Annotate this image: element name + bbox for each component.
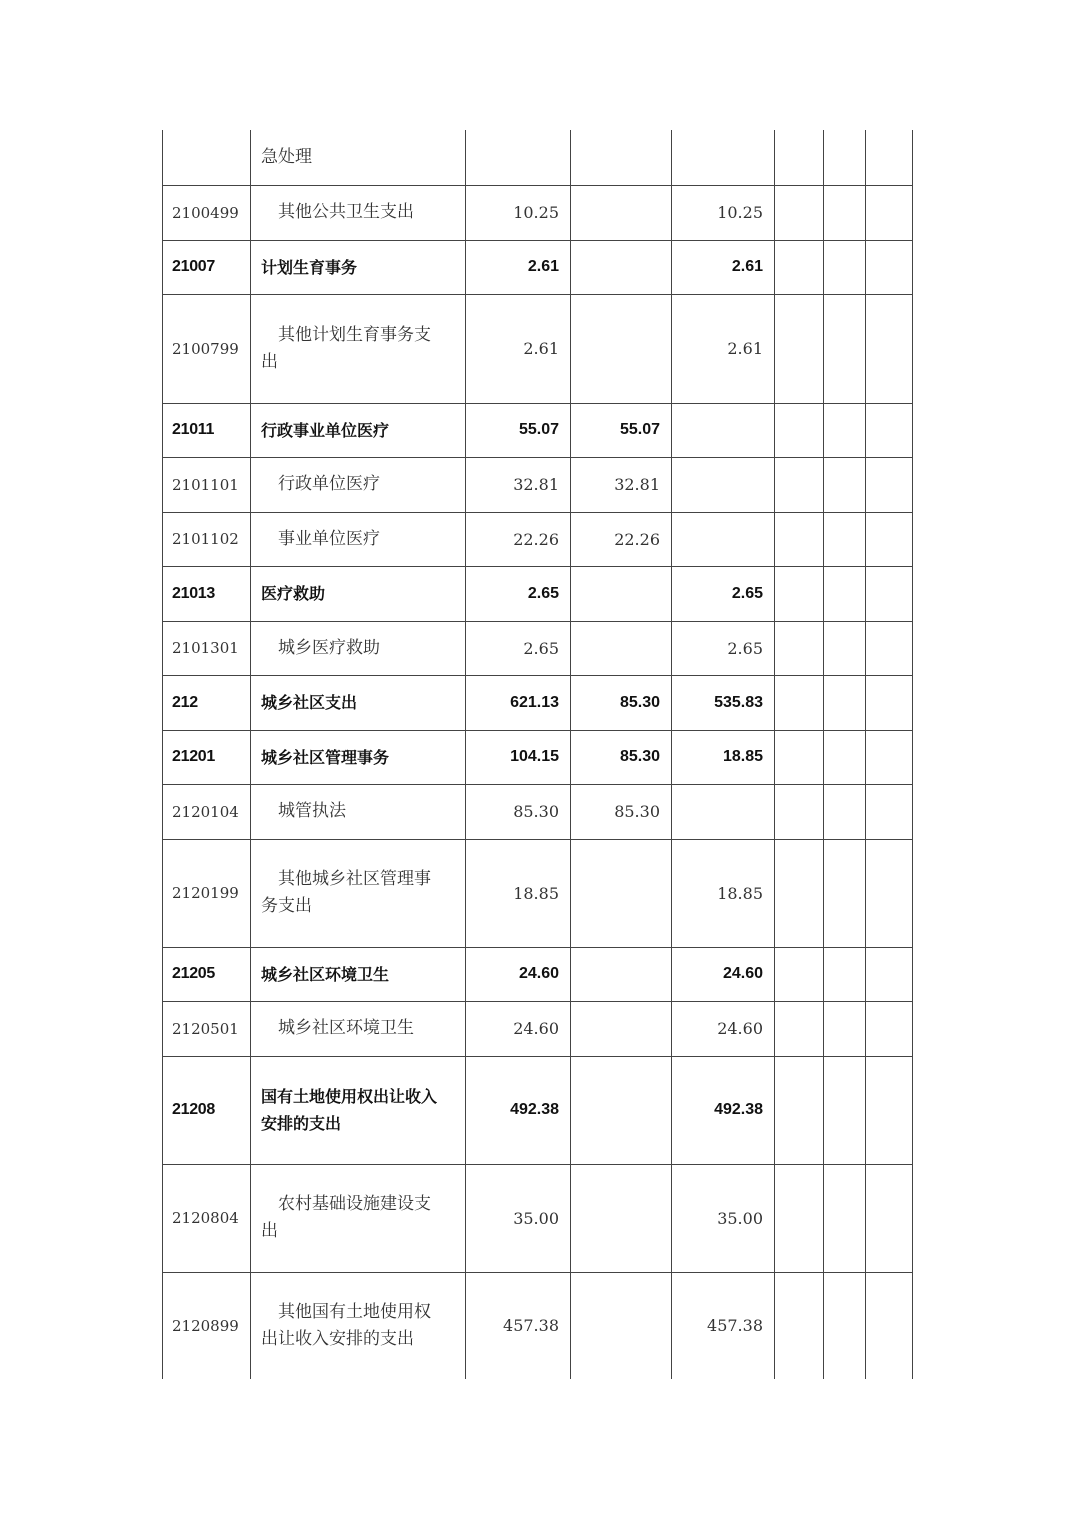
table-body: [163, 130, 913, 1379]
table-row: [163, 784, 913, 839]
empty-cell: [824, 784, 866, 839]
empty-cell: [824, 1164, 866, 1272]
code-cell: 2120899: [163, 1272, 251, 1379]
empty-cell: [775, 1164, 824, 1272]
cell-text: 其他计划生育事务支出: [261, 324, 431, 372]
cell-text: 其他公共卫生支出: [278, 202, 414, 222]
table-row: [163, 240, 913, 294]
empty-cell: [824, 403, 866, 457]
empty-cell: [775, 185, 824, 240]
basic-cell: 55.07: [571, 403, 672, 457]
project-cell: 35.00: [672, 1164, 775, 1272]
basic-cell: [571, 1164, 672, 1272]
code-cell: 21011: [163, 403, 251, 457]
empty-cell: [866, 947, 913, 1001]
empty-cell: [824, 294, 866, 403]
total-cell: 32.81: [466, 457, 571, 512]
empty-cell: [775, 566, 824, 621]
table-row: [163, 130, 913, 185]
empty-cell: [775, 1056, 824, 1164]
code-cell: 2100499: [163, 185, 251, 240]
name-cell: [251, 1001, 466, 1056]
project-cell: 24.60: [672, 947, 775, 1001]
project-cell: 10.25: [672, 185, 775, 240]
cell-text: 行政单位医疗: [278, 474, 380, 494]
total-cell: 22.26: [466, 512, 571, 566]
empty-cell: [775, 403, 824, 457]
table-row: [163, 730, 913, 784]
code-cell: 21013: [163, 566, 251, 621]
code-cell: 21201: [163, 730, 251, 784]
empty-cell: [775, 1272, 824, 1379]
empty-cell: [866, 130, 913, 185]
total-cell: 2.65: [466, 566, 571, 621]
table-row: [163, 403, 913, 457]
name-cell: 城乡社区管理事务: [251, 730, 466, 784]
empty-cell: [866, 240, 913, 294]
total-cell: 492.38: [466, 1056, 571, 1164]
code-cell: 2120104: [163, 784, 251, 839]
project-cell: 24.60: [672, 1001, 775, 1056]
table-row: [163, 294, 913, 403]
cell-text: 事业单位医疗: [278, 528, 380, 549]
basic-cell: [571, 294, 672, 403]
basic-cell: [571, 1272, 672, 1379]
project-cell: [672, 784, 775, 839]
name-cell: 行政事业单位医疗: [251, 403, 466, 457]
code-cell: 212: [163, 675, 251, 730]
empty-cell: [866, 185, 913, 240]
total-cell: [466, 130, 571, 185]
total-cell: 35.00: [466, 1164, 571, 1272]
cell-text: 其他国有土地使用权出让收入安排的支出: [261, 1301, 431, 1349]
basic-cell: [571, 240, 672, 294]
total-cell: 85.30: [466, 784, 571, 839]
name-cell: [251, 1272, 466, 1379]
empty-cell: [824, 947, 866, 1001]
total-cell: 55.07: [466, 403, 571, 457]
empty-cell: [824, 675, 866, 730]
empty-cell: [824, 839, 866, 947]
empty-cell: [866, 1272, 913, 1379]
basic-cell: [571, 566, 672, 621]
empty-cell: [866, 1056, 913, 1164]
empty-cell: [866, 839, 913, 947]
total-cell: 621.13: [466, 675, 571, 730]
empty-cell: [775, 730, 824, 784]
table-row: [163, 566, 913, 621]
total-cell: 24.60: [466, 1001, 571, 1056]
code-cell: [163, 130, 251, 185]
cell-text: 城乡医疗救助: [278, 637, 380, 658]
code-cell: 2120804: [163, 1164, 251, 1272]
empty-cell: [824, 1272, 866, 1379]
cell-text: 农村基础设施建设支出: [261, 1194, 431, 1241]
name-cell: [251, 621, 466, 675]
empty-cell: [775, 240, 824, 294]
basic-cell: [571, 947, 672, 1001]
project-cell: 18.85: [672, 730, 775, 784]
empty-cell: [775, 512, 824, 566]
cell-text: 其他城乡社区管理事务支出: [261, 869, 431, 916]
name-cell: [251, 457, 466, 512]
project-cell: 457.38: [672, 1272, 775, 1379]
table-row: [163, 675, 913, 730]
empty-cell: [775, 1001, 824, 1056]
empty-cell: [775, 839, 824, 947]
project-cell: [672, 403, 775, 457]
total-cell: 457.38: [466, 1272, 571, 1379]
empty-cell: [775, 294, 824, 403]
name-cell: [251, 839, 466, 947]
empty-cell: [775, 621, 824, 675]
total-cell: 2.61: [466, 294, 571, 403]
project-cell: 535.83: [672, 675, 775, 730]
cell-text: 城乡社区环境卫生: [278, 1018, 414, 1038]
basic-cell: 22.26: [571, 512, 672, 566]
empty-cell: [775, 675, 824, 730]
basic-cell: 32.81: [571, 457, 672, 512]
empty-cell: [775, 457, 824, 512]
code-cell: 21007: [163, 240, 251, 294]
name-cell: [251, 512, 466, 566]
project-cell: 2.61: [672, 240, 775, 294]
project-cell: 2.65: [672, 621, 775, 675]
code-cell: 2100799: [163, 294, 251, 403]
empty-cell: [824, 621, 866, 675]
empty-cell: [824, 512, 866, 566]
table-row: [163, 839, 913, 947]
basic-cell: [571, 621, 672, 675]
name-cell: 城乡社区环境卫生: [251, 947, 466, 1001]
name-cell: [251, 294, 466, 403]
empty-cell: [866, 457, 913, 512]
project-cell: 2.65: [672, 566, 775, 621]
code-cell: 2120501: [163, 1001, 251, 1056]
name-cell: 城乡社区支出: [251, 675, 466, 730]
table-row: [163, 1001, 913, 1056]
empty-cell: [866, 784, 913, 839]
table-row: [163, 1056, 913, 1164]
project-cell: 2.61: [672, 294, 775, 403]
table-row: [163, 457, 913, 512]
project-cell: 18.85: [672, 839, 775, 947]
name-cell: 国有土地使用权出让收入安排的支出: [251, 1056, 466, 1164]
name-cell: 医疗救助: [251, 566, 466, 621]
project-cell: [672, 512, 775, 566]
empty-cell: [775, 947, 824, 1001]
empty-cell: [824, 730, 866, 784]
total-cell: 10.25: [466, 185, 571, 240]
total-cell: 104.15: [466, 730, 571, 784]
basic-cell: [571, 185, 672, 240]
table-row: [163, 1164, 913, 1272]
budget-table: [162, 130, 913, 1379]
empty-cell: [824, 457, 866, 512]
code-cell: 2101101: [163, 457, 251, 512]
basic-cell: [571, 1056, 672, 1164]
basic-cell: [571, 130, 672, 185]
basic-cell: [571, 839, 672, 947]
empty-cell: [824, 240, 866, 294]
code-cell: 21205: [163, 947, 251, 1001]
table-row: [163, 947, 913, 1001]
table-row: [163, 185, 913, 240]
empty-cell: [866, 1164, 913, 1272]
total-cell: 24.60: [466, 947, 571, 1001]
total-cell: 18.85: [466, 839, 571, 947]
total-cell: 2.61: [466, 240, 571, 294]
total-cell: 2.65: [466, 621, 571, 675]
empty-cell: [775, 130, 824, 185]
empty-cell: [824, 566, 866, 621]
project-cell: 492.38: [672, 1056, 775, 1164]
project-cell: [672, 130, 775, 185]
name-cell: [251, 1164, 466, 1272]
table-row: [163, 1272, 913, 1379]
empty-cell: [866, 675, 913, 730]
empty-cell: [824, 130, 866, 185]
empty-cell: [866, 566, 913, 621]
basic-cell: 85.30: [571, 675, 672, 730]
empty-cell: [866, 1001, 913, 1056]
basic-cell: 85.30: [571, 784, 672, 839]
code-cell: 21208: [163, 1056, 251, 1164]
name-cell: 计划生育事务: [251, 240, 466, 294]
name-cell: [251, 185, 466, 240]
empty-cell: [866, 512, 913, 566]
empty-cell: [824, 1001, 866, 1056]
cell-text: 城管执法: [278, 801, 346, 821]
table-row: [163, 621, 913, 675]
name-cell: [251, 784, 466, 839]
table-row: [163, 512, 913, 566]
empty-cell: [866, 294, 913, 403]
empty-cell: [824, 1056, 866, 1164]
basic-cell: [571, 1001, 672, 1056]
code-cell: 2101102: [163, 512, 251, 566]
name-cell: 急处理: [251, 130, 466, 185]
empty-cell: [866, 730, 913, 784]
empty-cell: [866, 621, 913, 675]
basic-cell: 85.30: [571, 730, 672, 784]
code-cell: 2120199: [163, 839, 251, 947]
empty-cell: [775, 784, 824, 839]
empty-cell: [866, 403, 913, 457]
project-cell: [672, 457, 775, 512]
code-cell: 2101301: [163, 621, 251, 675]
empty-cell: [824, 185, 866, 240]
